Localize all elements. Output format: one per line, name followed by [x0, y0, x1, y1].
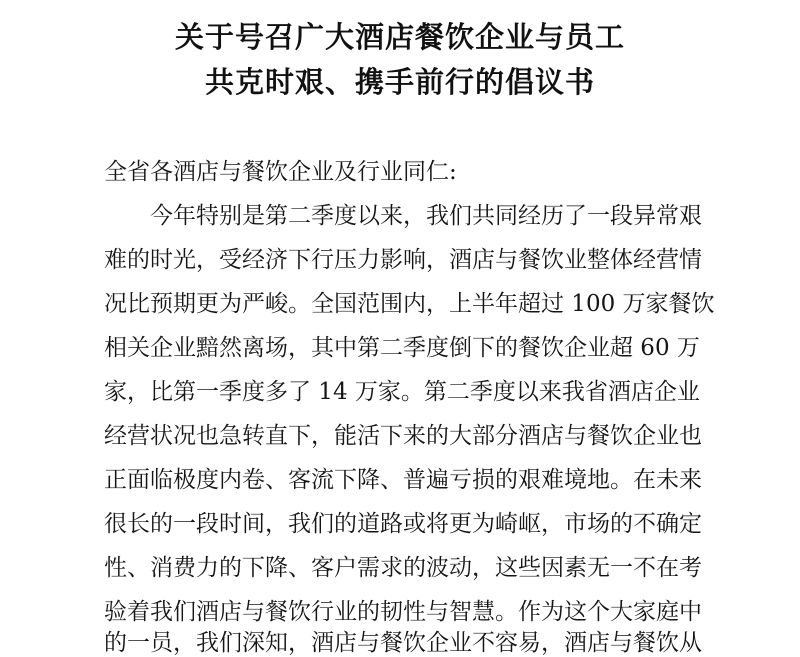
- body-line-4: 相关企业黯然离场，其中第二季度倒下的餐饮企业超 60 万: [104, 335, 700, 361]
- body-line-9: 性、消费力的下降、客户需求的波动，这些因素无一不在考: [104, 555, 702, 581]
- body-line-2: 难的时光，受经济下行压力影响，酒店与餐饮业整体经营情: [104, 247, 702, 273]
- body-line-6: 经营状况也急转直下，能活下来的大部分酒店与餐饮企业也: [104, 423, 702, 449]
- body-line-11: 的一员，我们深知，酒店与餐饮企业不容易，酒店与餐饮从: [104, 630, 702, 656]
- body-line-5: 家，比第一季度多了 14 万家。第二季度以来我省酒店企业: [104, 379, 700, 405]
- body-line-1: 今年特别是第二季度以来，我们共同经历了一段异常艰: [150, 203, 702, 229]
- document-title-line-1: 关于号召广大酒店餐饮企业与员工: [174, 20, 625, 54]
- document-title-line-2: 共克时艰、携手前行的倡议书: [204, 65, 595, 99]
- body-line-8: 很长的一段时间，我们的道路或将更为崎岖，市场的不确定: [104, 511, 702, 537]
- salutation: 全省各酒店与餐饮企业及行业同仁:: [104, 159, 457, 185]
- body-line-3: 况比预期更为严峻。全国范围内，上半年超过 100 万家餐饮: [104, 291, 715, 317]
- body-line-7: 正面临极度内卷、客流下降、普遍亏损的艰难境地。在未来: [104, 467, 702, 493]
- body-line-10: 验着我们酒店与餐饮行业的韧性与智慧。作为这个大家庭中: [104, 599, 702, 625]
